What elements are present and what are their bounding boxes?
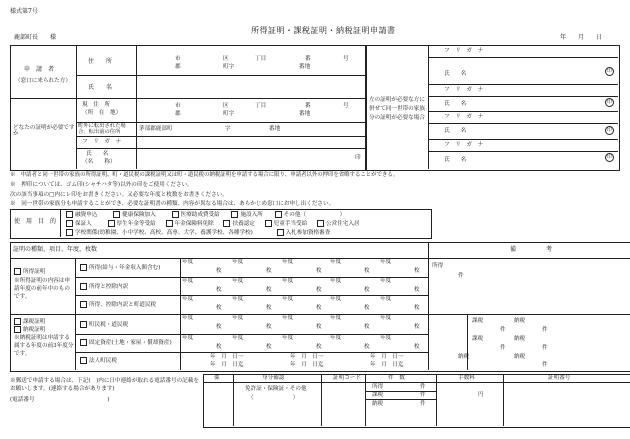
sheet-cell-4-2[interactable]: 枚	[316, 344, 322, 350]
remark-payment-unit-3: 件	[542, 362, 548, 368]
remark-tax-unit-2: 件	[500, 345, 506, 351]
period-from-2: 年 月 日～	[290, 354, 324, 360]
applicant-name-label: 氏 名	[88, 84, 113, 91]
sheet-cell-0-1[interactable]: 枚	[266, 268, 272, 274]
group1-note: ※所得証明の内容は申請年度の前年中のものです。	[14, 278, 70, 300]
remark-payment-label: 納税	[514, 318, 526, 324]
sheet-cell-2-4[interactable]: 枚	[414, 305, 420, 311]
col-cert-code: 証明コード	[333, 375, 361, 381]
period-from-3: 年 月 日～	[370, 354, 404, 360]
count-tax-label: 課税	[372, 392, 384, 398]
family4-furigana-label: フ リ ガ ナ	[444, 142, 484, 148]
family3-furigana-label: フ リ ガ ナ	[444, 114, 484, 120]
year-cell-4-4[interactable]: 年度	[380, 335, 392, 341]
note-1: ※ 申請者と同一世帯の家族の所得証明、町・道民税の課税証明又は町・道民税の納税証明を申請する場合に限り、申請者以外の押印を省略することができる。	[10, 172, 399, 178]
year-cell-1-0[interactable]: 年度	[182, 278, 194, 284]
remark-payment-label-4: 納税	[458, 354, 470, 360]
check-tax-item-3[interactable]: 法人町民税	[80, 357, 117, 364]
year-cell-1-1[interactable]: 年度	[232, 278, 244, 284]
year-cell-4-3[interactable]: 年度	[330, 335, 342, 341]
sheet-cell-1-4[interactable]: 枚	[414, 287, 420, 293]
count-income-label: 所得	[372, 384, 384, 390]
remark-income-label: 所得	[432, 263, 444, 269]
family1-seal: 印	[606, 68, 612, 74]
remark-payment-label-3: 納税	[514, 354, 526, 360]
sheet-cell-2-1[interactable]: 枚	[266, 305, 272, 311]
sheet-cell-3-4[interactable]: 枚	[414, 324, 420, 330]
sheet-cell-1-3[interactable]: 枚	[364, 287, 370, 293]
purpose-label: 使 用 目 的	[14, 218, 57, 225]
family1-furigana-label: フ リ ガ ナ	[444, 48, 484, 54]
year-cell-2-3[interactable]: 年度	[330, 296, 342, 302]
sheet-cell-2-3[interactable]: 枚	[364, 305, 370, 311]
remark-income-unit: 件	[458, 273, 464, 279]
year-cell-0-1[interactable]: 年度	[232, 259, 244, 265]
target-address-field[interactable]: 市 区 丁目 番 号 郡 町字 番地	[175, 103, 349, 117]
year-cell-1-3[interactable]: 年度	[330, 278, 342, 284]
year-cell-0-3[interactable]: 年度	[330, 259, 342, 265]
sheet-cell-1-0[interactable]: 枚	[216, 287, 222, 293]
target-name-sub: （名 称）	[82, 159, 116, 165]
year-cell-4-0[interactable]: 年度	[182, 335, 194, 341]
sheet-cell-4-3[interactable]: 枚	[364, 344, 370, 350]
purpose-check-dependent[interactable]: 扶養認定	[223, 221, 254, 227]
moved-address-label: 町外に転出された場合、転出前の住所	[78, 123, 126, 136]
check-income-item-1[interactable]: 所得(給与・年金収入額含む)	[80, 264, 161, 271]
sheet-cell-0-4[interactable]: 枚	[414, 268, 420, 274]
check-tax-item-2[interactable]: 固定資産(土地・家屋・償却資産)	[80, 339, 172, 346]
period-to-3: 年 月 日迄	[370, 362, 404, 368]
family-note: 左の証明が必要な方に併せて同一世帯の家族分の証明が必要な場合	[369, 97, 425, 121]
moved-address-field[interactable]: 茅部郡鹿部町 字 番地	[139, 126, 281, 132]
check-income-item-2[interactable]: 所得と控除内訳	[80, 283, 128, 290]
sheet-cell-1-2[interactable]: 枚	[316, 287, 322, 293]
purpose-check-pension[interactable]: 厚生年金等受給	[108, 221, 156, 227]
fee-unit: 円	[478, 392, 484, 398]
note-2: ※ 押印については、ゴム印(シャチハタ等)以外の印をご使用ください。	[10, 182, 193, 188]
sheet-cell-2-2[interactable]: 枚	[316, 305, 322, 311]
applicant-address-label: 住 所	[88, 58, 113, 65]
year-cell-2-2[interactable]: 年度	[282, 296, 294, 302]
col-count: 件 数	[388, 375, 405, 381]
sheet-cell-3-2[interactable]: 枚	[316, 324, 322, 330]
cert-table-header: 証明の種類、項目、年度、枚数	[13, 246, 98, 253]
form-title: 所得証明・課税証明・納税証明申請書	[251, 26, 396, 35]
family2-name-field[interactable]	[475, 97, 600, 110]
current-address-sub: （所 在 地）	[82, 110, 122, 116]
count-income-unit: 件	[420, 384, 426, 390]
year-cell-0-2[interactable]: 年度	[282, 259, 294, 265]
target-furigana-label: フ リ ガ ナ	[82, 139, 122, 145]
target-name-field[interactable]	[137, 149, 364, 168]
purpose-check-public-housing[interactable]: 公営住宅入居	[317, 221, 360, 227]
family2-furigana-label: フ リ ガ ナ	[444, 87, 484, 93]
id-check-paren: （ ）	[248, 395, 299, 401]
family2-seal: 印	[606, 99, 612, 105]
sheet-cell-1-1[interactable]: 枚	[266, 287, 272, 293]
purpose-check-guarantor[interactable]: 保証人	[66, 221, 92, 227]
year-cell-0-4[interactable]: 年度	[380, 259, 392, 265]
sheet-cell-3-1[interactable]: 枚	[266, 324, 272, 330]
applicant-label: 申 請 者	[24, 66, 55, 73]
purpose-check-health-insurance[interactable]: 健康保険加入	[113, 212, 156, 218]
year-cell-2-1[interactable]: 年度	[232, 296, 244, 302]
target-label: どなたの証明が必要ですか	[13, 125, 75, 138]
family4-seal: 印	[606, 154, 612, 160]
remark-tax-label: 課税	[472, 318, 484, 324]
count-payment-unit: 件	[420, 401, 426, 407]
check-income-item-3[interactable]: 所得、控除内訳と町道民税	[80, 301, 156, 308]
family1-name-label: 氏 名	[444, 71, 467, 77]
remark-tax-unit: 件	[500, 327, 506, 333]
target-name-label: 氏 名	[86, 151, 109, 157]
mail-note: ※郵送で申請する場合は、下記( )内に日中連絡が取れる電話番号の記載をお願いします。(連絡する場合があります)	[10, 378, 199, 393]
purpose-row-2	[66, 220, 360, 227]
year-cell-4-2[interactable]: 年度	[282, 335, 294, 341]
col-cert-number: 証明番号	[548, 375, 571, 381]
year-cell-3-2[interactable]: 年度	[282, 315, 294, 321]
period-to-1: 年 月 日迄	[210, 362, 244, 368]
remark-payment-unit: 件	[542, 327, 548, 333]
year-cell-3-0[interactable]: 年度	[182, 315, 194, 321]
sheet-cell-4-0[interactable]: 枚	[216, 344, 222, 350]
check-tax-item-1[interactable]: 町民税・道民税	[80, 321, 128, 328]
sheet-cell-3-0[interactable]: 枚	[216, 324, 222, 330]
purpose-check-other[interactable]: その他（ ）	[275, 212, 346, 218]
year-cell-2-4[interactable]: 年度	[380, 296, 392, 302]
family4-name-label: 氏 名	[444, 157, 467, 163]
year-cell-1-4[interactable]: 年度	[380, 278, 392, 284]
sheet-cell-4-1[interactable]: 枚	[266, 344, 272, 350]
family3-name-field[interactable]	[475, 124, 600, 138]
family1-name-field[interactable]	[475, 58, 600, 83]
purpose-row-1	[66, 211, 345, 218]
sheet-cell-3-3[interactable]: 枚	[364, 324, 370, 330]
check-income-cert[interactable]: 所得証明	[14, 268, 45, 275]
sheet-cell-0-2[interactable]: 枚	[316, 268, 322, 274]
family3-name-label: 氏 名	[444, 128, 467, 134]
col-staff: 係	[214, 375, 220, 381]
count-tax-unit: 件	[420, 392, 426, 398]
remark-tax-label-2: 課税	[472, 336, 484, 342]
current-address-label: 現 住 所	[82, 102, 110, 108]
year-cell-3-3[interactable]: 年度	[330, 315, 342, 321]
purpose-check-medical-aid[interactable]: 医療助成費受給	[172, 212, 220, 218]
remarks-header: 備 考	[510, 246, 553, 253]
year-cell-1-2[interactable]: 年度	[282, 278, 294, 284]
target-furigana-field[interactable]	[137, 137, 364, 147]
count-payment-label: 納税	[372, 401, 384, 407]
note-4: ※ 同一世帯の家族分も申請することができ、必要な証明書の種類、内容が異なる場合は、あらかじめ窓口にお申し出ください。	[10, 201, 335, 207]
application-date: 年 月 日	[560, 34, 603, 41]
remark-payment-label-2: 納税	[514, 336, 526, 342]
check-tax-cert[interactable]: 課税証明	[14, 318, 45, 325]
form-number: 様式第7号	[10, 8, 38, 15]
phone-field[interactable]: (電話番号 )	[10, 397, 110, 403]
applicant-sub: （窓口に来られた方）	[15, 78, 71, 84]
family2-name-label: 氏 名	[444, 101, 467, 107]
sheet-cell-2-0[interactable]: 枚	[216, 305, 222, 311]
year-cell-0-0[interactable]: 年度	[182, 259, 194, 265]
year-cell-3-4[interactable]: 年度	[380, 315, 392, 321]
remark-payment-unit-2: 件	[542, 345, 548, 351]
purpose-check-bidding[interactable]: 入札参加資格審査	[277, 230, 331, 236]
period-to-2: 年 月 日迄	[290, 362, 324, 368]
col-fee: 手数料	[458, 375, 475, 381]
purpose-check-pension-exempt[interactable]: 年金保険料免除	[166, 221, 214, 227]
group2-note: ※納税証明は申請する属する年度の前3年度分です。	[14, 335, 74, 357]
sheet-cell-0-3[interactable]: 枚	[364, 268, 370, 274]
sheet-cell-0-0[interactable]: 枚	[216, 268, 222, 274]
col-id-check: 身分確認	[262, 375, 285, 381]
family3-seal: 印	[606, 127, 612, 133]
family4-name-field[interactable]	[475, 152, 600, 168]
purpose-check-school[interactable]: 学校関係(幼稚園、小中学校、高校、高専、大学、養護学校、各種学校)	[66, 230, 253, 236]
sheet-cell-4-4[interactable]: 枚	[414, 344, 420, 350]
note-3: 次の該当事項の□内にレ印をお書きください。又必要な年度と枚数をお書きください。	[10, 192, 228, 198]
check-payment-cert[interactable]: 納税証明	[14, 326, 45, 333]
purpose-check-loan[interactable]: 融資申込	[66, 212, 97, 218]
applicant-address-field[interactable]: 市 区 丁目 番 号 郡 町字 番地	[175, 56, 349, 70]
addressee: 鹿部町長 様	[14, 34, 57, 41]
applicant-name-field[interactable]	[137, 76, 364, 97]
year-cell-3-1[interactable]: 年度	[232, 315, 244, 321]
purpose-check-facility[interactable]: 施設入所	[231, 212, 262, 218]
year-cell-2-0[interactable]: 年度	[182, 296, 194, 302]
seal-mark: 印	[355, 155, 361, 161]
purpose-row-3	[66, 229, 330, 236]
purpose-check-child-allowance[interactable]: 児童手当受給	[265, 221, 308, 227]
period-from-1: 年 月 日～	[210, 354, 244, 360]
id-check-options: 免許証・保険証・その他	[245, 386, 307, 392]
year-cell-4-1[interactable]: 年度	[232, 335, 244, 341]
